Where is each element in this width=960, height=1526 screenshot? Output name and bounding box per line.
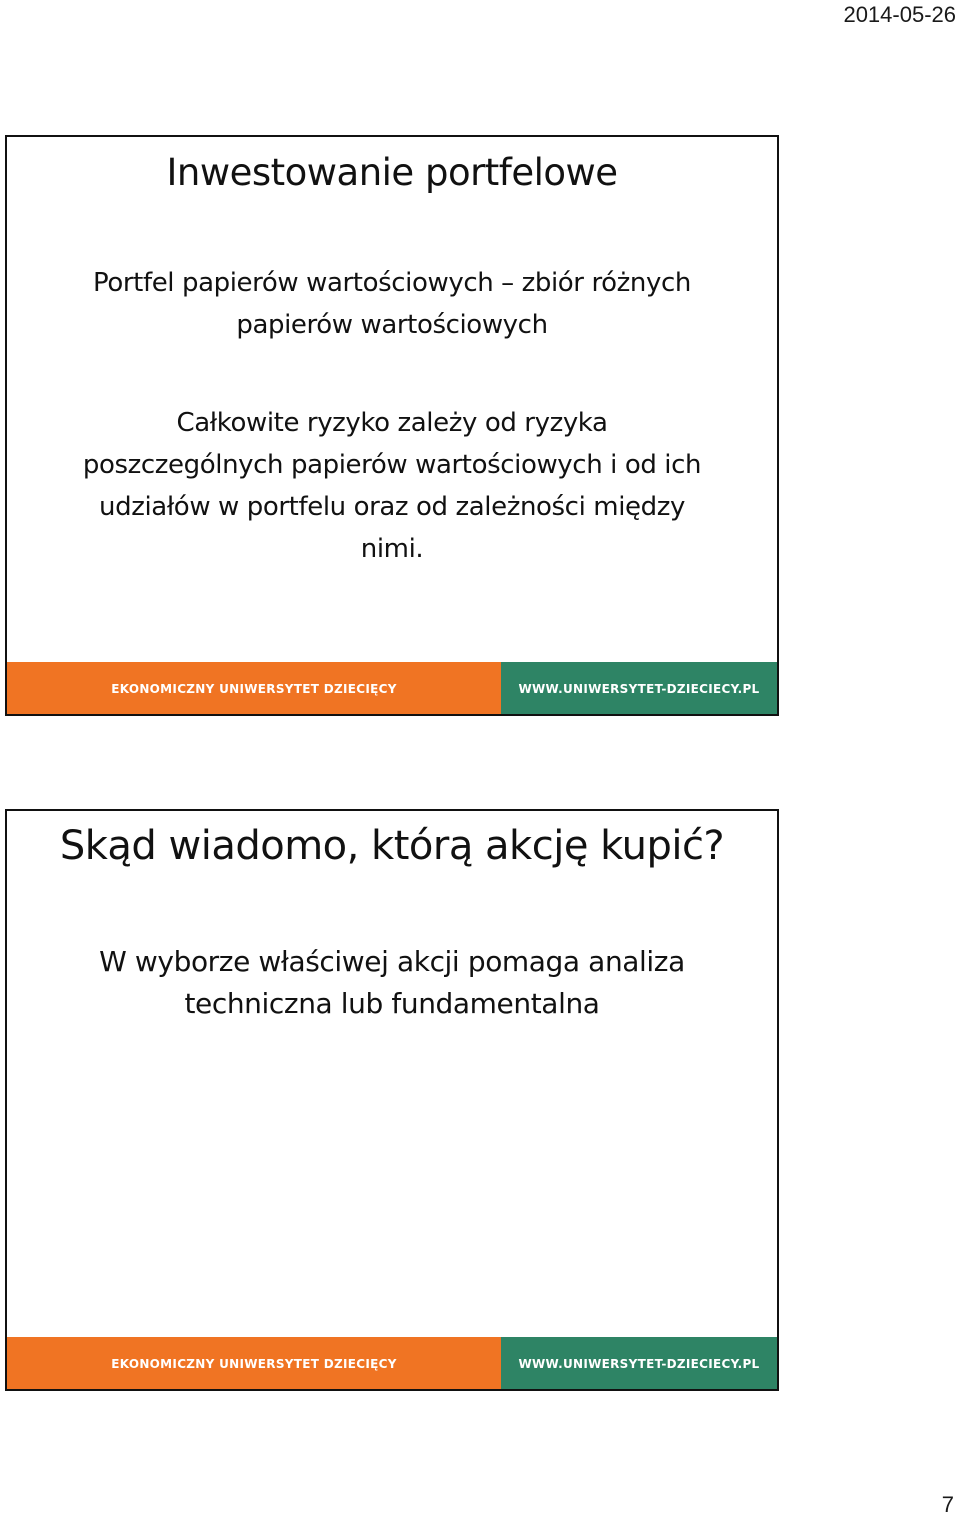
slide-title: Skąd wiadomo, którą akcję kupić? xyxy=(59,823,725,869)
paragraph-line: poszczególnych papierów wartościowych i od ich xyxy=(82,450,702,480)
paragraph-line: W wyborze właściwej akcji pomaga analiza xyxy=(99,945,685,978)
slide-paragraph xyxy=(27,402,757,570)
slide-paragraph xyxy=(27,262,757,346)
footer-brand-band xyxy=(7,662,501,714)
footer-website-url: WWW.UNIWERSYTET-DZIECIECY.PL xyxy=(518,682,760,696)
footer-url-band xyxy=(501,1337,777,1389)
slide-2 xyxy=(5,809,779,1391)
slide-title: Inwestowanie portfelowe xyxy=(166,151,618,194)
page-number: 7 xyxy=(941,1492,954,1517)
paragraph-line: techniczna lub fundamentalna xyxy=(184,987,600,1020)
footer-website-url: WWW.UNIWERSYTET-DZIECIECY.PL xyxy=(518,1357,760,1371)
slide-footer xyxy=(7,1337,777,1389)
footer-brand-band xyxy=(7,1337,501,1389)
slide-footer xyxy=(7,662,777,714)
slide-1 xyxy=(5,135,779,716)
paragraph-line: nimi. xyxy=(360,534,424,564)
paragraph-line: papierów wartościowych xyxy=(236,310,548,340)
footer-url-band xyxy=(501,662,777,714)
handout-date: 2014-05-26 xyxy=(843,2,956,27)
footer-brand-name: EKONOMICZNY UNIWERSYTET DZIECIĘCY xyxy=(111,682,397,696)
paragraph-line: Portfel papierów wartościowych – zbiór różnych xyxy=(93,268,691,298)
slide-paragraph xyxy=(27,941,757,1025)
paragraph-line: Całkowite ryzyko zależy od ryzyka xyxy=(176,408,608,438)
footer-brand-name: EKONOMICZNY UNIWERSYTET DZIECIĘCY xyxy=(111,1357,397,1371)
paragraph-line: udziałów w portfelu oraz od zależności między xyxy=(99,492,685,522)
